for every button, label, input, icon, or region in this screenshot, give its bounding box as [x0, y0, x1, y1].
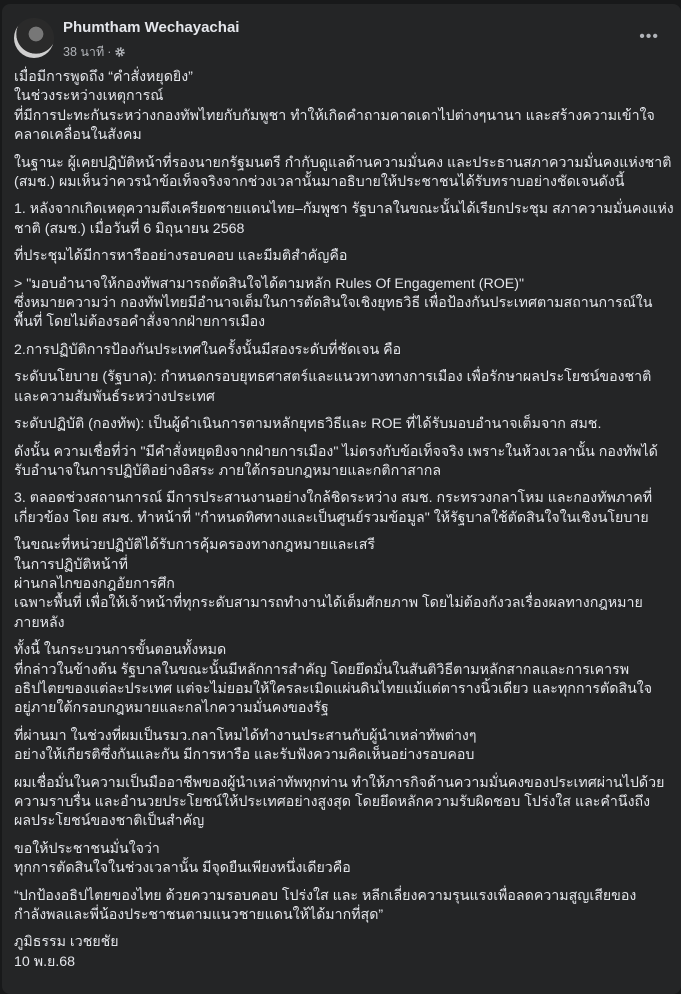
post-paragraph: ที่ผ่านมา ในช่วงที่ผมเป็นรมว.กลาโหมได้ทำงานประสานกับผู้นำเหล่าทัพต่างๆ อย่างให้เกียรติซึ่งกันและกัน มีการหารือ และรับฟังความคิดเห็นอย่างรอบคอบ	[14, 727, 477, 764]
post-time[interactable]: 38 นาที	[63, 45, 105, 59]
post-paragraph: ในขณะที่หน่วยปฏิบัติได้รับการคุ้มครองทางกฎหมายและเสรี ในการปฏิบัติหน้าที่ ผ่านกลไกของกฎอัยการศึก เฉพาะพื้นที่ เพื่อให้เจ้าหน้าที่ทุกระดับสามารถทำงานได้เต็มศักยภาพ โดยไม่ต้องกังวลเรื่องผลทางกฎหมาย ภายหลัง	[14, 537, 643, 631]
author-name[interactable]: Phumtham Wechayachai	[63, 19, 240, 36]
post-header	[14, 18, 669, 62]
post-paragraph: ในฐานะ ผู้เคยปฏิบัติหน้าที่รองนายกรัฐมนตรี กำกับดูแลด้านความมั่นคง และประธานสภาความมั่นคงแห่งชาติ (สมช.) ผมเห็นว่าควรนำข้อเท็จจริงจากช่วงเวลานั้นมาอธิบายให้ประชาชนได้รับทราบอย่างชัดเจนดังนี้	[14, 154, 672, 191]
post-paragraph: ที่ประชุมได้มีการหารืออย่างรอบคอบ และมีมติสำคัญคือ	[14, 248, 348, 265]
post-paragraph: ระดับปฏิบัติ (กองทัพ): เป็นผู้ดำเนินการตามหลักยุทธวิธีและ ROE ที่ได้รับมอบอำนาจเต็มจาก สมช.	[14, 416, 602, 433]
post-meta	[63, 42, 126, 62]
post-paragraph: > "มอบอำนาจให้กองทัพสามารถตัดสินใจได้ตามหลัก Rules Of Engagement (ROE)" ซึ่งหมายความว่า กองทัพไทยมีอำนาจเต็มในการตัดสินใจเชิงยุทธวิธี เพื่อป้องกันประเทศตามสถานการณ์ใน พื้นที่ โดยไม่ต้องรอคำสั่งจากฝ่ายการเมือง	[14, 275, 653, 331]
post-body	[14, 68, 676, 980]
post-paragraph: ทั้งนี้ ในกระบวนการขั้นตอนทั้งหมด ที่กล่าวในข้างต้น รัฐบาลในขณะนั้นมีหลักการสำคัญ โดยยึดมั่นในสันติวิธีตามหลักสากลและการเคารพ อธิปไตยของแต่ละประเทศ แต่จะไม่ยอมให้ใครละเมิดแผ่นดินไทยแม้แต่ตารางนิ้วเดียว และทุกการตัดสินใจ อยู่ภายใต้กรอบกฎหมายและกลไกความมั่นคงของรัฐ	[14, 642, 653, 717]
post-paragraph: ดังนั้น ความเชื่อที่ว่า "มีคำสั่งหยุดยิงจากฝ่ายการเมือง" ไม่ตรงกับข้อเท็จจริง เพราะในห้วงเวลานั้น กองทัพได้ รับอำนาจในการปฏิบัติอย่างอิสระ ภายใต้กรอบกฎหมายและกติกาสากล	[14, 443, 658, 479]
more-options-button[interactable]: •••	[639, 28, 659, 45]
post-paragraph: 1. หลังจากเกิดเหตุความตึงเครียดชายแดนไทย–กัมพูชา รัฐบาลในขณะนั้นได้เรียกประชุม สภาความมั่นคงแห่ง ชาติ (สมช.) เมื่อวันที่ 6 มิถุนายน 2568	[14, 201, 674, 237]
gear-icon	[114, 46, 126, 58]
post-paragraph: 3. ตลอดช่วงสถานการณ์ มีการประสานงานอย่างใกล้ชิดระหว่าง สมช. กระทรวงกลาโหม และกองทัพภาคที่ เกี่ยวข้อง โดย สมช. ทำหน้าที่ "กำหนดทิศทางและเป็นศูนย์รวมข้อมูล" ให้รัฐบาลใช้ตัดสินใจในเชิงนโยบาย	[14, 490, 653, 526]
post-paragraph: ผมเชื่อมั่นในความเป็นมืออาชีพของผู้นำเหล่าทัพทุกท่าน ทำให้ภารกิจด้านความมั่นคงของประเทศผ่านไปด้วย ความราบรื่น และอำนวยประโยชน์ให้ประเทศอย่างสูงสุด โดยยึดหลักความรับผิดชอบ โปร่งใส และคำนึงถึง ผลประโยชน์ของชาติเป็นสำคัญ	[14, 774, 665, 830]
post-signature: ภูมิธรรม เวชยชัย 10 พ.ย.68	[14, 934, 119, 970]
post-paragraph: ระดับนโยบาย (รัฐบาล): กำหนดกรอบยุทธศาสตร์และแนวทางทางการเมือง เพื่อรักษาผลประโยชน์ของชาติ และความสัมพันธ์ระหว่างประเทศ	[14, 369, 652, 405]
avatar[interactable]	[14, 18, 54, 58]
post-paragraph: “ปกป้องอธิปไตยของไทย ด้วยความรอบคอบ โปร่งใส และ หลีกเลี่ยงความรุนแรงเพื่อลดความสูญเสียของ กำลังพลและพี่น้องประชาชนตามแนวชายแดนให้ได้มากที่สุด”	[14, 887, 637, 924]
post-paragraph: เมื่อมีการพูดถึง “คำสั่งหยุดยิง” ในช่วงระหว่างเหตุการณ์ ที่มีการปะทะกันระหว่างกองทัพไทยกับกัมพูชา ทำให้เกิดคำถามคาดเดาไปต่างๆนานา และสร้างความเข้าใจ คลาดเคลื่อนในสังคม	[14, 69, 655, 144]
post-card	[2, 4, 681, 994]
meta-separator: ·	[107, 45, 112, 59]
post-paragraph: ขอให้ประชาชนมั่นใจว่า ทุกการตัดสินใจในช่วงเวลานั้น มีจุดยืนเพียงหนึ่งเดียวคือ	[14, 840, 351, 877]
post-paragraph: 2.การปฏิบัติการป้องกันประเทศในครั้งนั้นมีสองระดับที่ชัดเจน คือ	[14, 341, 402, 358]
